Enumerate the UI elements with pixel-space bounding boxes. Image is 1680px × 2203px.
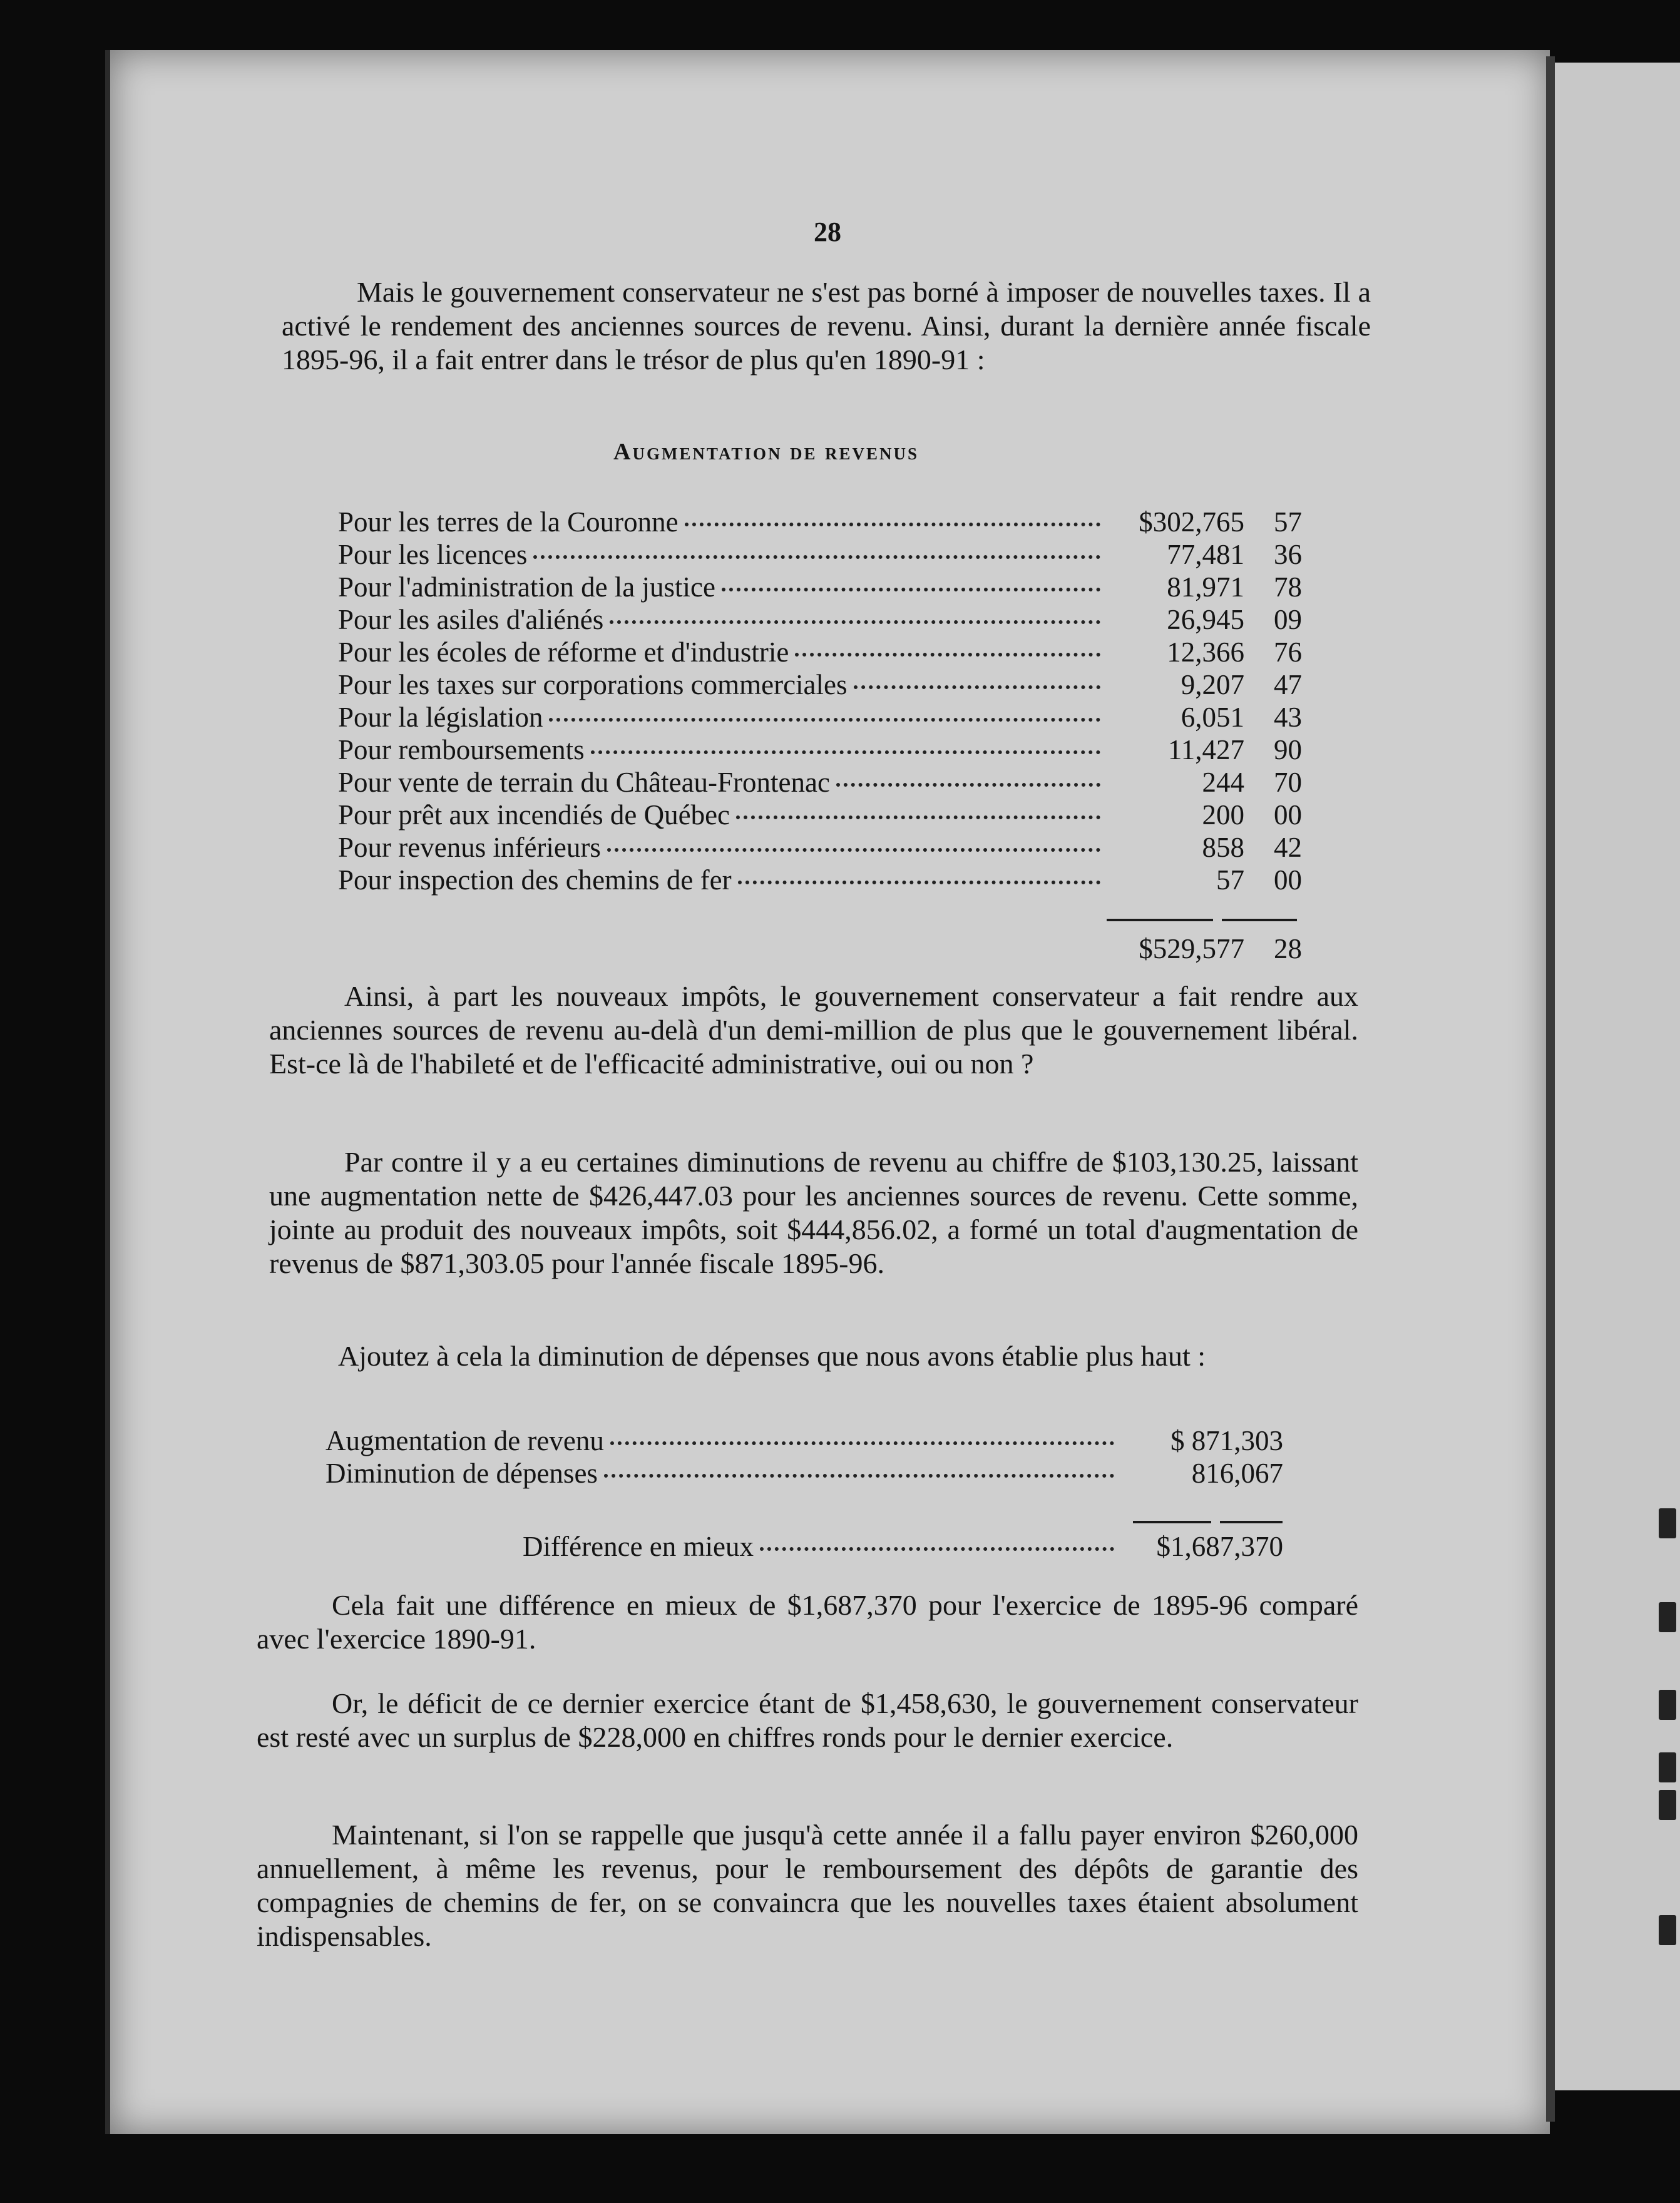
- revenue-dollars: 12,366: [1167, 636, 1244, 668]
- paragraph-6: [257, 1687, 1358, 1754]
- revenue-label: Pour inspection des chemins de fer: [338, 864, 732, 896]
- revenue-row: [338, 571, 1302, 603]
- revenue-dollars: 26,945: [1167, 604, 1244, 635]
- revenue-dollars: 9,207: [1181, 669, 1244, 700]
- summary-amount: $ 871,303: [1170, 1425, 1283, 1456]
- dot-leader: [738, 881, 1100, 884]
- dot-leader: [549, 718, 1100, 722]
- revenue-label: Pour les écoles de réforme et d'industrie: [338, 636, 789, 668]
- revenue-row: [338, 636, 1302, 668]
- paragraph-5-text: Cela fait une différence en mieux de $1,687,370 pour l'exercice de 1895-96 comparé avec l'exercice 1890-91.: [257, 1589, 1358, 1655]
- revenue-dollars: 6,051: [1181, 702, 1244, 733]
- page-number: 28: [814, 217, 841, 247]
- paragraph-6-text: Or, le déficit de ce dernier exercice étant de $1,458,630, le gouvernement conservateur est resté avec un surplus de $228,000 en chiffres ronds pour le dernier exercice.: [257, 1687, 1358, 1753]
- revenue-label: Pour l'administration de la justice: [338, 571, 715, 603]
- revenue-row: [338, 506, 1302, 538]
- revenue-total: [1120, 933, 1302, 965]
- difference-amount: $1,687,370: [1156, 1531, 1283, 1562]
- paragraph-3: [269, 1145, 1358, 1280]
- paragraph-7-text: Maintenant, si l'on se rappelle que jusqu'à cette année il a fallu payer environ $260,000 annuellement, à même les revenus, pour le remboursement des dépôts de garantie des compagnies de chemins de fer, on se convaincra que les nouvelles taxes étaient absolument indispensables.: [257, 1819, 1358, 1952]
- revenue-dollars: 244: [1202, 767, 1244, 798]
- revenue-dollars: 200: [1202, 799, 1244, 831]
- revenue-cents: 70: [1274, 767, 1302, 798]
- revenue-dollars: 858: [1202, 832, 1244, 863]
- revenue-cents: 78: [1274, 571, 1302, 603]
- book-gutter: [1546, 56, 1555, 2122]
- revenue-row: [338, 603, 1302, 636]
- paragraph-3-text: Par contre il y a eu certaines diminutions de revenu au chiffre de $103,130.25, laissant une augmentation nette de $426,447.03 pour les anciennes sources de revenu. Cette somme, jointe au produit des nouveaux impôts, soit $444,856.02, a formé un total d'augmentation de revenus de $871,303.05 pour l'année fiscale 1895-96.: [269, 1146, 1358, 1279]
- revenue-cents: 42: [1274, 832, 1302, 863]
- revenue-label: Pour vente de terrain du Château-Frontenac: [338, 767, 830, 798]
- revenue-cents: 00: [1274, 799, 1302, 831]
- dot-leader: [607, 848, 1100, 852]
- revenue-row: [338, 733, 1302, 766]
- revenue-cents: 47: [1274, 669, 1302, 700]
- summary-table: [325, 1424, 1283, 1490]
- revenue-label: Pour les licences: [338, 539, 528, 570]
- revenue-heading: Augmentation de revenus: [613, 439, 919, 465]
- revenue-table: [338, 506, 1302, 896]
- revenue-label: Pour prêt aux incendiés de Québec: [338, 799, 730, 831]
- revenue-row: [338, 864, 1302, 896]
- paragraph-2: [269, 979, 1358, 1081]
- revenue-dollars: 11,427: [1167, 734, 1244, 765]
- revenue-label: Pour les taxes sur corporations commerciales: [338, 669, 848, 700]
- revenue-dollars: 77,481: [1167, 539, 1244, 570]
- dot-leader: [610, 620, 1100, 624]
- dot-leader: [854, 685, 1100, 689]
- difference-row: [523, 1530, 1283, 1563]
- revenue-row: [338, 799, 1302, 831]
- revenue-cents: 43: [1274, 702, 1302, 733]
- revenue-label: Pour revenus inférieurs: [338, 832, 601, 863]
- facing-page-letter-fragments: [1659, 0, 1680, 2203]
- summary-row: [325, 1457, 1283, 1490]
- summary-label: Diminution de dépenses: [325, 1458, 598, 1489]
- dot-leader: [722, 588, 1100, 591]
- paragraph-4-text: Ajoutez à cela la diminution de dépenses que nous avons établie plus haut :: [338, 1340, 1206, 1372]
- revenue-row: [338, 831, 1302, 864]
- revenue-row: [338, 766, 1302, 799]
- total-cents: 28: [1274, 933, 1302, 964]
- revenue-cents: 76: [1274, 636, 1302, 668]
- revenue-cents: 09: [1274, 604, 1302, 635]
- summary-rule: [1133, 1521, 1283, 1523]
- intro-text: Mais le gouvernement conservateur ne s'est pas borné à imposer de nouvelles taxes. Il a activé le rendement des anciennes sources de revenu. Ainsi, durant la dernière année fiscale 1895-96, il a fait entrer dans le trésor de plus qu'en 1890-91 :: [282, 276, 1371, 376]
- dot-leader: [591, 750, 1100, 754]
- paragraph-7: [257, 1818, 1358, 1953]
- revenue-dollars: 57: [1216, 864, 1244, 896]
- dot-leader: [685, 523, 1100, 526]
- revenue-cents: 36: [1274, 539, 1302, 570]
- dot-leader: [533, 555, 1100, 559]
- revenue-label: Pour la législation: [338, 702, 543, 733]
- revenue-dollars: 81,971: [1167, 571, 1244, 603]
- total-dollars: $529,577: [1139, 933, 1244, 964]
- paragraph-4: [263, 1339, 1352, 1373]
- revenue-cents: 90: [1274, 734, 1302, 765]
- revenue-row: [338, 538, 1302, 571]
- paragraph-5: [257, 1588, 1358, 1656]
- total-rule: [1107, 919, 1297, 921]
- paragraph-intro: [282, 275, 1371, 377]
- revenue-label: Pour les terres de la Couronne: [338, 506, 679, 538]
- revenue-label: Pour remboursements: [338, 734, 585, 765]
- summary-amount: 816,067: [1191, 1458, 1283, 1489]
- dot-leader: [795, 653, 1100, 657]
- revenue-cents: 00: [1274, 864, 1302, 896]
- revenue-row: [338, 701, 1302, 733]
- dot-leader: [736, 815, 1100, 819]
- dot-leader: [836, 783, 1100, 787]
- summary-row: [325, 1424, 1283, 1457]
- revenue-row: [338, 668, 1302, 701]
- revenue-cents: 57: [1274, 506, 1302, 538]
- paragraph-2-text: Ainsi, à part les nouveaux impôts, le gouvernement conservateur a fait rendre aux anciennes sources de revenu au-delà d'un demi-million de plus que le gouvernement libéral. Est-ce là de l'habileté et de l'efficacité administrative, oui ou non ?: [269, 980, 1358, 1080]
- revenue-label: Pour les asiles d'aliénés: [338, 604, 604, 635]
- difference-label: Différence en mieux: [523, 1531, 754, 1562]
- revenue-dollars: $302,765: [1139, 506, 1244, 538]
- summary-label: Augmentation de revenu: [325, 1425, 604, 1456]
